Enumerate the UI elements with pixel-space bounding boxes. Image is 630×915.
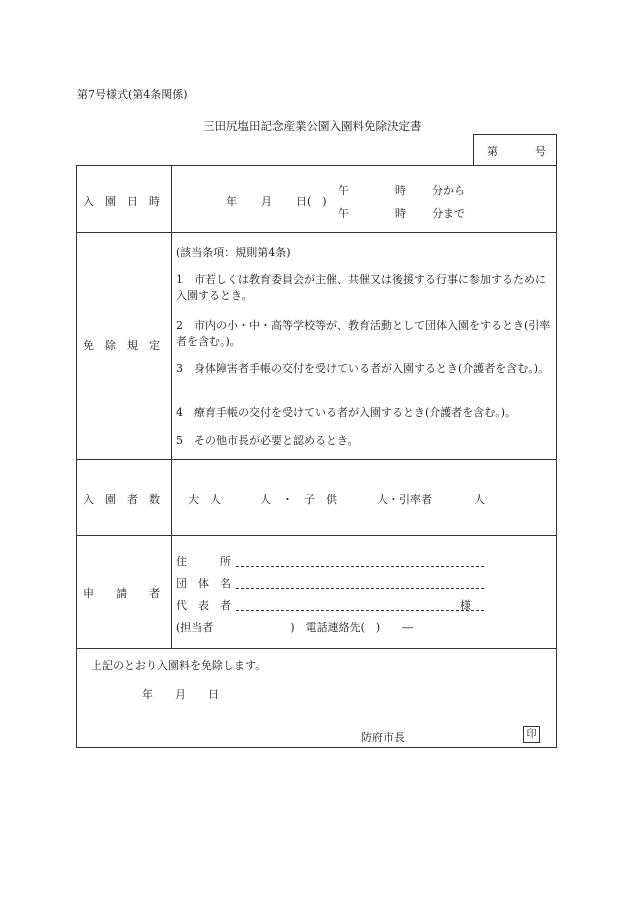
address-label: 住 所 (176, 555, 231, 568)
label-column-divider (171, 165, 172, 649)
group-name-label: 団 体 名 (176, 577, 231, 590)
number-dai: 第 (487, 145, 498, 158)
exemption-item-3: 3 身体障害者手帳の交付を受けている者が入園するとき(介護者を含む。)。 (176, 362, 550, 375)
exemption-item-5: 5 その他市長が必要と認めるとき。 (176, 434, 359, 447)
number-go: 号 (535, 145, 546, 158)
address-underline[interactable] (236, 566, 484, 567)
row-divider-3 (76, 535, 557, 536)
end-minute-until: 分まで (432, 207, 465, 220)
date-day: 日( ) (296, 195, 327, 208)
child-unit-leader-label: 人・引率者 (377, 493, 432, 506)
issuer-name: 防府市長 (361, 731, 405, 744)
table-top-border (76, 165, 557, 166)
row-divider-2 (76, 459, 557, 460)
exemption-item-2: 2 市内の小・中・高等学校等が、教育活動として団体入園をするとき(引率者を含む。)。 (176, 319, 551, 348)
date-year: 年 (226, 195, 237, 208)
row-divider-1 (76, 232, 557, 233)
start-ampm: 午 (338, 184, 349, 197)
adult-unit-child-label: 人 ・ 子 供 (260, 493, 337, 506)
visitors-row-label: 入 園 者 数 (83, 493, 160, 506)
date-month: 月 (261, 195, 272, 208)
applicant-row-label: 申 請 者 (83, 587, 160, 600)
exemption-statement: 上記のとおり入園料を免除します。 (91, 659, 267, 672)
table-bottom-border (76, 747, 557, 748)
table-right-border (556, 134, 557, 748)
row-divider-4 (76, 648, 557, 649)
end-hour: 時 (395, 207, 406, 220)
start-hour: 時 (395, 184, 406, 197)
representative-label: 代 表 者 (176, 599, 231, 612)
contact-line: (担当者 ) 電話連絡先( ) ― (176, 621, 414, 634)
adult-label: 大 人 (188, 493, 221, 506)
seal-mark: 印 (523, 726, 540, 743)
exemption-item-4: 4 療育手帳の交付を受けている者が入園するとき(介護者を含む。)。 (176, 406, 517, 419)
group-name-underline[interactable] (236, 588, 484, 589)
form-number: 第7号様式(第4条関係) (77, 88, 188, 101)
table-left-border (76, 165, 77, 748)
representative-underline[interactable] (236, 610, 484, 611)
decision-date: 年 月 日 (142, 688, 219, 701)
sama-suffix: 様 (460, 599, 471, 612)
document-title: 三田尻塩田記念産業公園入園料免除決定書 (203, 119, 422, 133)
number-box-top (473, 134, 556, 135)
exemption-row-label: 免 除 規 定 (83, 339, 160, 352)
date-row-label: 入 園 日 時 (83, 195, 160, 208)
leader-unit: 人 (474, 493, 485, 506)
number-box-left (473, 134, 474, 165)
exemption-header: (該当条項：規則第4条) (176, 246, 291, 259)
end-ampm: 午 (338, 207, 349, 220)
exemption-item-1: 1 市若しくは教育委員会が主催、共催又は後援する行事に参加するために入園するとき。 (176, 273, 546, 302)
start-minute-from: 分から (432, 184, 465, 197)
